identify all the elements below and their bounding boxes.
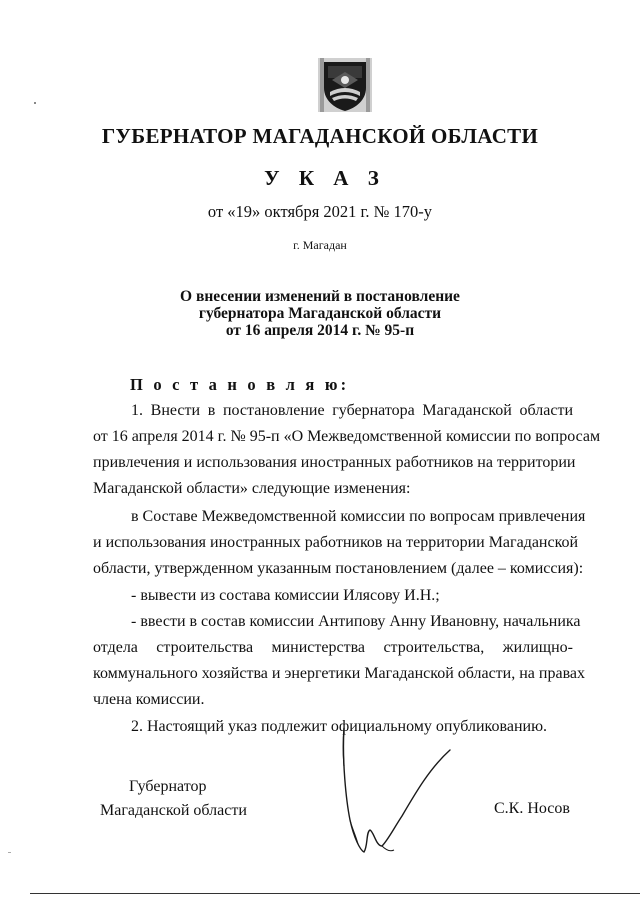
handwritten-signature xyxy=(330,720,470,865)
decree-date-number: от «19» октября 2021 г. № 170-у xyxy=(207,202,433,221)
decree-operative-word: П о с т а н о в л я ю: xyxy=(130,375,350,394)
signatory-title-line2: Магаданской области xyxy=(100,802,247,819)
subject-line: от 16 апреля 2014 г. № 95-п xyxy=(225,322,415,339)
coat-of-arms-icon xyxy=(318,58,372,112)
paragraph-line: 1. Внести в постановление губернатора Магаданской области xyxy=(131,402,573,419)
decree-type: У К А З xyxy=(264,166,386,190)
subject-line: О внесении изменений в постановление xyxy=(180,288,460,305)
paragraph-line: коммунального хозяйства и энергетики Магаданской области, на правах xyxy=(93,665,586,682)
paragraph-1 xyxy=(93,398,601,502)
paragraph-3 xyxy=(93,583,573,609)
decree-subject xyxy=(0,288,640,339)
paragraph-line: члена комиссии. xyxy=(93,691,205,708)
signatory-name: С.К. Носов xyxy=(494,800,570,817)
paragraph-line: Магаданской области» следующие изменения: xyxy=(93,480,411,497)
governor-title: ГУБЕРНАТОР МАГАДАНСКОЙ ОБЛАСТИ xyxy=(101,124,539,148)
paragraph-line: - вывести из состава комиссии Илясову И.Н.; xyxy=(131,587,440,604)
paragraph-line: - ввести в состав комиссии Антипову Анну Ивановну, начальника xyxy=(131,613,581,630)
paragraph-line: и использования иностранных работников на территории Магаданской xyxy=(93,534,579,551)
paragraph-line: отдела строительства министерства строительства, жилищно- xyxy=(93,639,573,656)
subject-line: губернатора Магаданской области xyxy=(198,305,442,322)
paragraph-line: области, утвержденном указанным постановлением (далее – комиссия): xyxy=(93,560,584,577)
paragraph-line: от 16 апреля 2014 г. № 95-п «О Межведомственной комиссии по вопросам xyxy=(93,428,601,445)
paragraph-line: привлечения и использования иностранных работников на территории xyxy=(93,454,576,471)
paragraph-line: в Составе Межведомственной комиссии по вопросам привлечения xyxy=(131,508,586,525)
paragraph-line: 2. Настоящий указ подлежит официальному опубликованию. xyxy=(131,718,548,735)
issue-city: г. Магадан xyxy=(293,238,347,252)
paragraph-4 xyxy=(93,609,586,713)
signatory-title-line1: Губернатор xyxy=(129,778,207,795)
scan-speck xyxy=(34,102,36,104)
scan-speck xyxy=(8,852,11,853)
paragraph-2 xyxy=(93,504,586,582)
scan-edge-line xyxy=(30,893,640,894)
